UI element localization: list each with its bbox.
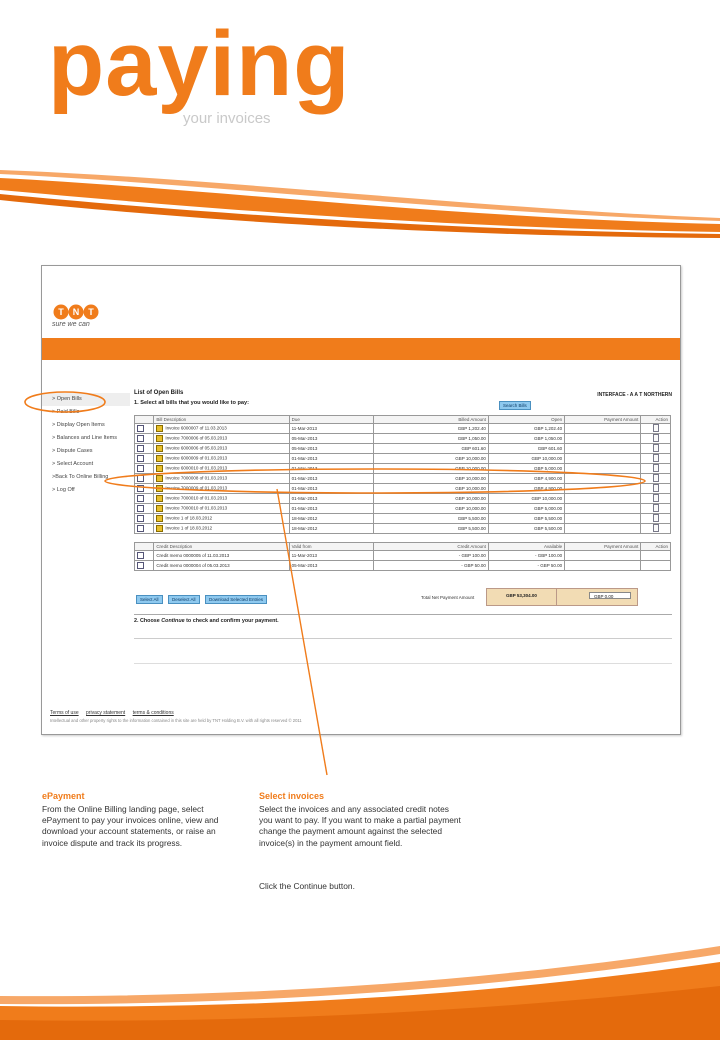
header-bill-description: Bill Description <box>154 416 289 424</box>
credit-description: Credit memo 0000005 of 11.03.2013 <box>154 551 289 561</box>
bill-due-date: 05-Mar-2013 <box>289 434 373 444</box>
bill-description: Invoice 7000006 of 05.03.2013 <box>165 435 228 441</box>
list-title: List of Open Bills <box>134 390 184 396</box>
sidebar-item-log-off[interactable]: > Log Off <box>52 487 75 493</box>
bill-due-date: 05-Mar-2013 <box>289 444 373 454</box>
svg-text:T: T <box>88 307 94 317</box>
bill-billed-amount: GBP 10,000.00 <box>373 484 488 494</box>
select-invoices-heading: Select invoices <box>259 791 325 801</box>
bill-due-date: 01-Mar-2013 <box>289 484 373 494</box>
page-subtitle: your invoices <box>183 110 271 127</box>
sidebar-item-dispute-cases[interactable]: > Dispute Cases <box>52 448 93 454</box>
bill-due-date: 18-Mar-2012 <box>289 514 373 524</box>
invoice-rows-highlight-ellipse <box>105 469 645 493</box>
credit-available: - GBP 100.00 <box>488 551 564 561</box>
footer-privacy-link[interactable]: privacy statement <box>86 710 126 716</box>
select-all-button[interactable]: Select All <box>136 595 163 604</box>
header-credit-amount: Credit Amount <box>373 543 488 551</box>
footer-terms-link[interactable]: Terms of use <box>50 710 79 716</box>
header-credit-payment-amount: Payment Amount <box>565 543 641 551</box>
sidebar-item-back-online-billing[interactable]: >Back To Online Billing <box>52 474 109 480</box>
bill-description: Invoice 7000010 of 01.03.2013 <box>165 495 228 501</box>
bill-open-amount: GBP 10,000.00 <box>488 454 564 464</box>
step-one-text: 1. Select all bills that you would like to pay: <box>134 400 250 406</box>
bill-open-amount: GBP 4,900.00 <box>488 474 564 484</box>
select-invoices-continue: Click the Continue button. <box>259 881 355 891</box>
credit-description: Credit memo 0000004 of 05.03.2013 <box>154 561 289 571</box>
account-name: INTERFACE - A A T NORTHERN <box>597 392 672 398</box>
header-credit-action: Action <box>641 543 671 551</box>
callout-pointer-line <box>277 489 327 775</box>
epayment-body: From the Online Billing landing page, select ePayment to pay your invoices online, view and download your account statements, or raise an invoice dispute and track its progress. <box>42 804 219 848</box>
bill-open-amount: GBP 1,050.00 <box>488 434 564 444</box>
footer-copyright: Intellectual and other property rights to the information contained in this site are held by TNT Holding B.V. with all rights reserved © 2011 <box>50 718 302 723</box>
bill-open-amount: GBP 5,000.00 <box>488 464 564 474</box>
deselect-all-button[interactable]: Deselect All <box>168 595 200 604</box>
footer-conditions-link[interactable]: terms & conditions <box>132 710 174 716</box>
page-title: paying <box>48 13 351 115</box>
bill-description: Invoice 1 of 18.03.2012 <box>165 525 213 531</box>
total-label: Total Net Payment Amount <box>421 595 475 600</box>
download-selected-button[interactable]: Download Selected Entries <box>205 595 267 604</box>
tnt-tagline: sure we can <box>52 321 90 328</box>
bill-description: Invoice 6000009 of 01.03.2013 <box>165 455 228 461</box>
bottom-swoosh-decoration <box>0 940 720 1040</box>
header-billed-amount: Billed Amount <box>373 416 488 424</box>
credit-valid-from: 11-Mar-2013 <box>289 551 373 561</box>
sidebar-item-open-bills[interactable]: > Open Bills <box>52 396 82 402</box>
total-net-amount: GBP 53,304.00 <box>506 593 537 598</box>
credit-amount: - GBP 50.00 <box>373 561 488 571</box>
svg-text:N: N <box>72 307 80 317</box>
sidebar-item-balances[interactable]: > Balances and Line Items <box>52 435 117 441</box>
bill-due-date: 11-Mar-2013 <box>289 424 373 434</box>
header-valid-from[interactable]: Valid from <box>289 543 373 551</box>
bill-open-amount: GBP 5,000.00 <box>488 504 564 514</box>
bill-billed-amount: GBP 10,000.00 <box>373 474 488 484</box>
header-available: Available <box>488 543 564 551</box>
search-bills-button[interactable]: Search Bills <box>499 401 531 410</box>
bill-billed-amount: GBP 5,500.00 <box>373 524 488 534</box>
bill-due-date: 01-Mar-2013 <box>289 454 373 464</box>
bill-billed-amount: GBP 10,000.00 <box>373 504 488 514</box>
header-payment-amount: Payment Amount <box>565 416 641 424</box>
bill-description: Invoice 6000010 of 01.03.2013 <box>165 465 228 471</box>
step-two-text: 2. Choose Continue to check and confirm your payment. <box>134 618 279 624</box>
bill-billed-amount: GBP 601.60 <box>373 444 488 454</box>
open-bills-highlight-ellipse <box>25 392 105 412</box>
sidebar-item-display-open-items[interactable]: > Display Open Items <box>52 422 105 428</box>
bill-billed-amount: GBP 1,050.00 <box>373 434 488 444</box>
bill-open-amount: GBP 10,000.00 <box>488 494 564 504</box>
total-payment-input[interactable]: GBP 0.00 <box>589 592 631 599</box>
credit-amount: - GBP 100.00 <box>373 551 488 561</box>
bill-billed-amount: GBP 10,000.00 <box>373 464 488 474</box>
sidebar-item-select-account[interactable]: > Select Account <box>52 461 94 467</box>
bill-due-date: 01-Mar-2013 <box>289 474 373 484</box>
header-action: Action <box>641 416 671 424</box>
bill-description: Invoice 1 of 18.03.2012 <box>165 515 213 521</box>
bill-due-date: 01-Mar-2013 <box>289 504 373 514</box>
select-invoices-body: Select the invoices and any associated credit notes you want to pay. If you want to make a partial payment change the payment amount against the selected invoice(s) in the payment amount field. <box>259 804 461 848</box>
bill-open-amount: GBP 4,900.00 <box>488 484 564 494</box>
sidebar-item-paid-bills[interactable]: > Paid Bills <box>52 409 80 415</box>
bill-description: Invoice 7000009 of 01.03.2013 <box>165 485 228 491</box>
bill-open-amount: GBP 5,500.00 <box>488 524 564 534</box>
bill-due-date: 01-Mar-2013 <box>289 494 373 504</box>
credit-valid-from: 05-Mar-2013 <box>289 561 373 571</box>
bill-open-amount: GBP 601.60 <box>488 444 564 454</box>
bill-billed-amount: GBP 5,500.00 <box>373 514 488 524</box>
bill-open-amount: GBP 5,500.00 <box>488 514 564 524</box>
bill-description: Invoice 7000008 of 01.03.2013 <box>165 475 228 481</box>
epayment-heading: ePayment <box>42 791 85 801</box>
bill-due-date: 18-Mar-2012 <box>289 524 373 534</box>
bill-open-amount: GBP 1,202.40 <box>488 424 564 434</box>
bill-billed-amount: GBP 1,202.40 <box>373 424 488 434</box>
bill-billed-amount: GBP 10,000.00 <box>373 494 488 504</box>
bill-billed-amount: GBP 10,000.00 <box>373 454 488 464</box>
bill-description: Invoice 6000006 of 05.03.2013 <box>165 445 228 451</box>
bill-description: Invoice 6000007 of 11.03.2013 <box>165 425 227 431</box>
header-due[interactable]: Due <box>289 416 373 424</box>
bill-description: Invoice 7000010 of 01.03.2013 <box>165 505 228 511</box>
credit-available: - GBP 50.00 <box>488 561 564 571</box>
svg-text:T: T <box>58 307 64 317</box>
header-open: Open <box>488 416 564 424</box>
bill-due-date: 01-Mar-2013 <box>289 464 373 474</box>
header-credit-description: Credit Description <box>154 543 289 551</box>
